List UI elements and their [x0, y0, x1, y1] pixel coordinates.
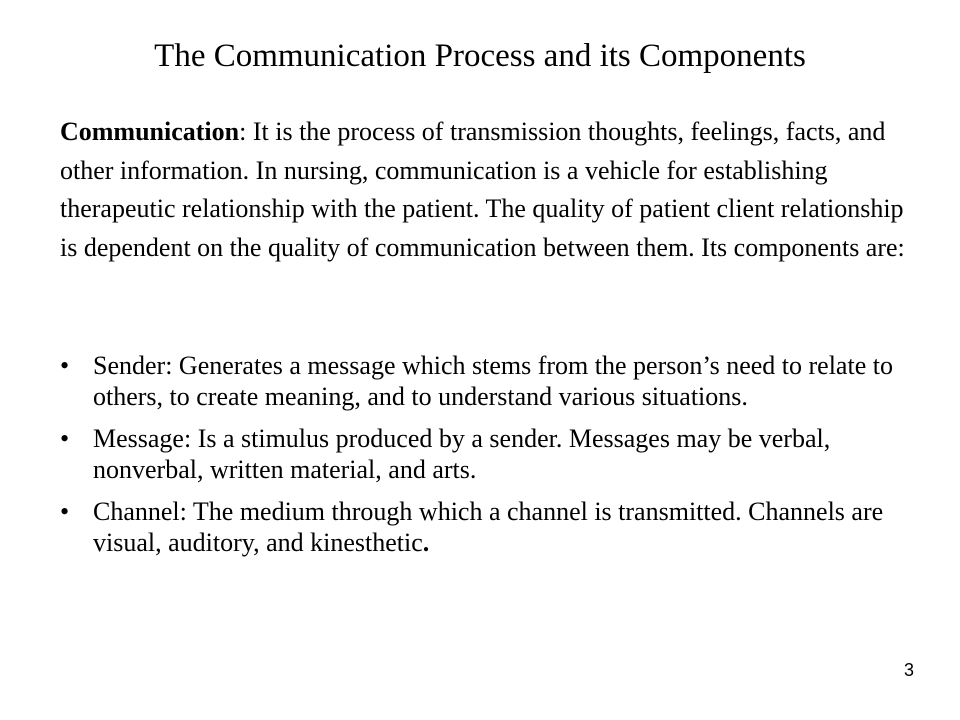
bullet-text: Sender: Generates a message which stems from the person’s need to relate to others, to create meaning, and to understand various situations. [93, 351, 893, 411]
intro-term: Communication [60, 117, 240, 146]
bullet-icon: • [60, 424, 70, 453]
list-item-message [60, 423, 920, 485]
bullet-icon: • [60, 497, 70, 526]
page-number: 3 [903, 660, 914, 680]
intro-paragraph [60, 113, 920, 267]
list-item-sender [60, 350, 920, 412]
slide-title: The Communication Process and its Components [154, 38, 806, 74]
bullet-text: Channel: The medium through which a channel is transmitted. Channels are visual, auditory, and kinesthetic [93, 497, 884, 557]
list-item-channel [60, 496, 920, 558]
bullet-text: Message: Is a stimulus produced by a sender. Messages may be verbal, nonverbal, written material, and arts. [93, 424, 831, 484]
component-list [60, 350, 920, 569]
intro-text: : It is the process of transmission thoughts, feelings, facts, and other information. In nursing, communication is a vehicle for establishing therapeutic relationship with the patient. The quality of patient client relationship is dependent on the quality of communication between them. Its components are: [60, 117, 905, 262]
bullet-icon: • [60, 351, 70, 380]
bullet-suffix: . [422, 528, 430, 557]
